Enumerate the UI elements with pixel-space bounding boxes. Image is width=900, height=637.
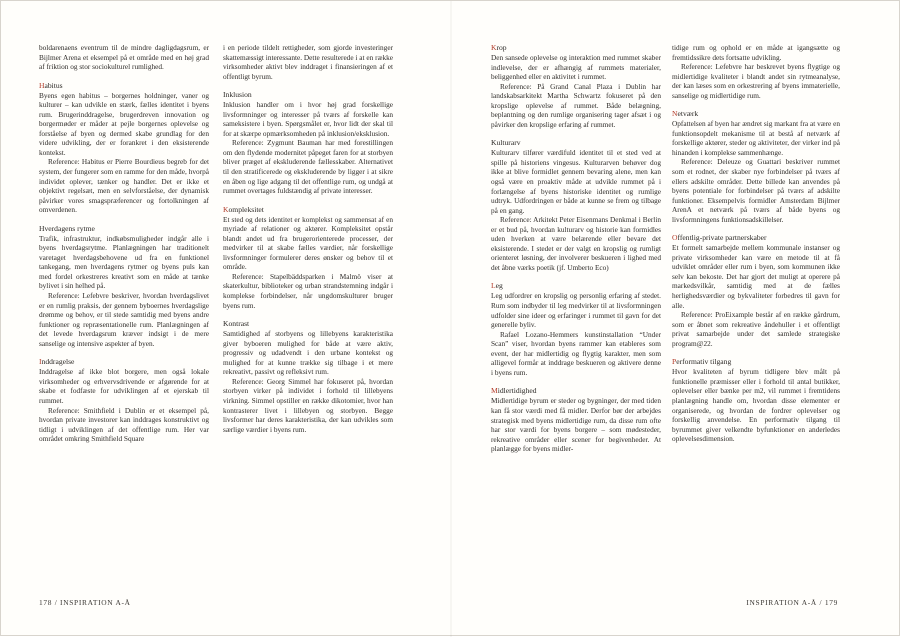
body-paragraph: Den sansede oplevelse og interaktion med rummet skaber indlevelse, der er afhængig af rummets materialer, beliggenhed eller en aktivitet i rummet. [491,53,661,82]
section-heading: Krop [491,43,507,52]
section-heading: Kulturarv [491,138,521,148]
heading-initial-letter: K [491,43,497,52]
heading-initial-letter: N [672,109,678,119]
heading-initial-letter: P [672,357,677,367]
heading-initial-letter: L [491,281,496,291]
section-heading: Netværk [672,109,699,119]
body-paragraph: i en periode tildelt rettigheder, som gjorde investeringer skattemæssigt interessante. Dette resulterede i at en række virksomheder aktivt blev inddraget i finansieringen af et offentligt byrum. [223,43,393,81]
section-heading: Midlertidighed [491,386,537,396]
body-paragraph: Hvor kvaliteten af byrum tidligere blev målt på funktionelle præmisser eller i forhold til antal butikker, oplevelser eller bænke per m2, vil rummet i fremtidens planlægning handle om, hvordan disse elementer er organiserede, og hvordan de fordrer oplevelser og forskellig anvendelse. En performativ tilgang til byrummet giver velkendte byfunktioner en anderledes oplevelsesdimension. [672,367,840,444]
text-column-2 [223,43,393,434]
reference-paragraph: Reference: Lefebvre har beskrevet byens flygtige og midlertidige kvaliteter i blandt andet sin rytmeanalyse, der kan læses som en orkestrering af byens immaterielle, sanselige og midlertidige rum. [672,62,840,100]
section-heading: Habitus [39,80,63,90]
reference-paragraph: Reference: Georg Simmel har fokuseret på, hvordan storbyen virker på individet i forhold til lillebyens virkning. Simmel opstiller en række dikotomier, hvor han kontrasterer livet i lillebyen og storbyen. Begge livsformer har deres karakteristika, der kan udvikles som særlige værdier i byens rum. [223,376,393,434]
section-heading: Kompleksitet [223,204,264,214]
reference-paragraph: Reference: Smithfield i Dublin er et eksempel på, hvordan private investorer kan inddrages konstruktivt og tidligt i udviklingen af det offentlige rum. Her var området omkring Smithfield Square [39,405,209,444]
reference-paragraph: Reference: På Grand Canal Plaza i Dublin har landskabsarkitekt Martha Schwartz fokuseret på den kropslige oplevelse af rummet. Både belægning, beplantning og den rumlige organisering tager afsæt i og påvirker den kropslige erfaring af rummet. [491,81,661,129]
section-heading: Hverdagens rytme [39,223,95,233]
body-paragraph: tidige rum og ophold er en måde at igangsætte og fremtidssikre dets fortsatte udvikling. [672,43,840,62]
reference-paragraph: Reference: Deleuze og Guattari beskriver rummet som et rodnet, der skaber nye forbindelser på tværs af ellers adskilte områder. Dette billede kan anvendes på byens potentiale for forbindelser på tværs af adskilte funktioner. Eksempelvis formidler Amsterdam Bijlmer ArenA et netværk på tværs af både byens og livsformningens funktionsadskillelser. [672,157,840,224]
reference-paragraph: Reference: Habitus er Pierre Bourdieus begreb for det system, der fungerer som en ramme for den måde, hvorpå individet oplever, tænker og handler. Det er ikke et objektivt regelsæt, men en selvforståelse, der dynamisk påvirker vores smagspræferencer og fortolkningen af omverdenen. [39,157,209,215]
reference-paragraph: Reference: Stapelbäddsparken i Malmö viser at skaterkultur, biblioteker og urban strandstemning indgår i komplekse forbindelser, når ungdomskulturer bruger byens rum. [223,271,393,310]
body-paragraph: Opfattelsen af byen har ændret sig markant fra at være en funktionsopdelt mekanisme til at bestå af netværk af forskellige aktører, steder og aktiviteter, der virker ind på hinanden i komplekse sammenhænge. [672,119,840,157]
body-paragraph: Leg udfordrer en kropslig og personlig erfaring af stedet. Rum som indbyder til leg medvirker til at livsformningen udfolder sine ideer og erfaringer i rummet til gavn for det generelle byliv. [491,291,661,330]
body-paragraph: boldarenaens eventrum til de mindre dagligdagsrum, er Bijlmer Arena et eksempel på et område med en høj grad af friktion og stor sociokulturel rumlighed. [39,43,209,72]
heading-initial-letter: K [223,204,229,214]
reference-paragraph: Reference: Lefebvre beskriver, hvordan hverdagslivet er en rumlig praksis, der gennem byboernes hverdagslige drømme og behov, er til stede samtidig med byens andre funktioner og repræsentationelle rum. Planlægningen af det levede hverdagsrum kræver indsigt i de mere sanselige og intensive aspekter af byen. [39,291,209,348]
heading-initial-letter: M [491,386,498,396]
text-column-1 [39,43,209,444]
heading-initial-letter: H [39,80,45,90]
body-paragraph: Byens egen habitus – borgernes holdninger, vaner og kulturer – kan udvikle en stærk, fælles identitet i byens rum. Brugerinddragelse, brugerdreven innovation og borgermøder er måder at pejle borgernes oplevelse og forståelse af byen og dermed skabe grundlag for den videre udvikling, der er forankret i den eksisterende kontekst. [39,90,209,157]
text-column-3 [491,43,661,454]
reference-paragraph: Rafael Lozano-Hemmers kunstinstallation “Under Scan” viser, hvordan byens rammer kan etableres som event, der har midlertidig og flygtig karakter, men som alligevel formår at inddrage beskueren og aktivere denne i byens rum. [491,329,661,377]
section-heading: Performativ tilgang [672,357,732,367]
heading-initial-letter: I [39,357,42,367]
page-footer-right: INSPIRATION A-Å / 179 [746,598,838,607]
page-footer-left: 178 / INSPIRATION A-Å [39,598,131,607]
heading-initial-letter: O [672,233,678,243]
section-heading: Leg [491,281,503,291]
section-heading: Inddragelse [39,357,75,367]
reference-paragraph: Reference: Arkitekt Peter Eisenmans Denkmal i Berlin er et bud på, hvordan kulturarv og historie kan formidles uden hverken at være belærende eller bevare det eksisterende. I stedet er der valgt en kropslig og rumligt orienteret løsning, der involverer beskueren i lighed med det åbne værks poetik (jf. Umberto Eco) [491,215,661,272]
body-paragraph: Samtidighed af storbyens og lillebyens karakteristika giver byboeren mulighed for både at være aktiv, progressiv og udadvendt i den urbane kontekst og mulighed for at kunne trække sig tilbage i et mere rekreativt, passivt og refleksivt rum. [223,329,393,377]
body-paragraph: Et formelt samarbejde mellem kommunale instanser og private virksomheder kan være en metode til at få udviklet områder eller rum i byen, som kommunen ikke selv kan bekoste. Det har gjort det muligt at operere på markedsvilkår, samtidig med at de fælles herlighedsværdier og bykvaliteter forbedres til gavn for alle. [672,243,840,310]
body-paragraph: Kulturarv tilfører værdifuld identitet til et sted ved at spille på historiens vingesus. Kulturarven behøver dog ikke at blive formidlet gennem bevaring alene, men kan også være en proaktiv måde at udvikle rummet på i forlængelse af byens historiske identitet og rumlige udtryk. Udfordringen er både at kunne se frem og tilbage på en gang. [491,148,661,215]
reference-paragraph: Reference: ProEixample består af en række gårdrum, som er åbnet som rekreative åndehuller i et offentligt privat samarbejde under det samlede strategiske program@22. [672,310,840,348]
body-paragraph: Midlertidige byrum er steder og bygninger, der med tiden kan få stor værdi med få midler. Derfor bør der arbejdes strategisk med byens midlertidige rum, da disse rum ofte har stor værdi for byens borgere – som mødesteder, rekreative områder eller scener for begivenheder. At planlægge for byens midler- [491,396,661,454]
text-column-4 [672,43,840,444]
page-gutter-divider [450,1,452,637]
section-heading: Offentlig-private partnerskaber [672,233,767,243]
body-paragraph: Et sted og dets identitet er komplekst og sammensat af en myriade af relationer og aktører. Kompleksitet opstår blandt andet ud fra brugerorienterede processer, der medvirker til at skabe fælles værdier, når forskellige livsformninger formulerer deres ønsker og behov til et område. [223,214,393,272]
reference-paragraph: Reference: Zygmunt Bauman har med forestillingen om den flydende modernitet påpeget faren for at storbyen bliver præget af ekskluderende fællesskaber. Alternativet til den stratificerede og ekskluderende by ligger i at sikre en åben og lige adgang til det offentlige rum, og undgå at rummet overtages fuldstændig af private interesser. [223,138,393,196]
body-paragraph: Trafik, infrastruktur, indkøbsmuligheder indgår alle i byens hverdagsrytme. Planlægningen har traditionelt varetaget hverdagsbehovene ud fra en funktionel tankegang, men hverdagens rytmer og byens puls kan med fordel orkestreres kreativt som en måde at tænke bylivet i sin helhed på. [39,233,209,291]
section-heading: Inklusion [223,90,252,100]
body-paragraph: Inddragelse af ikke blot borgere, men også lokale virksomheder og erhvervsdrivende er afgørende for at skabe et fodfæste for udviklingen af et ejerskab til rummet. [39,367,209,405]
body-paragraph: Inklusion handler om i hvor høj grad forskellige livsformninger og interesser på tværs af forskelle kan sameksistere i byen. Spørgsmålet er, hvor lidt der skal til for at skærpe opmærksomheden på inklusion/eksklusion. [223,100,393,138]
section-heading: Kontrast [223,319,250,329]
